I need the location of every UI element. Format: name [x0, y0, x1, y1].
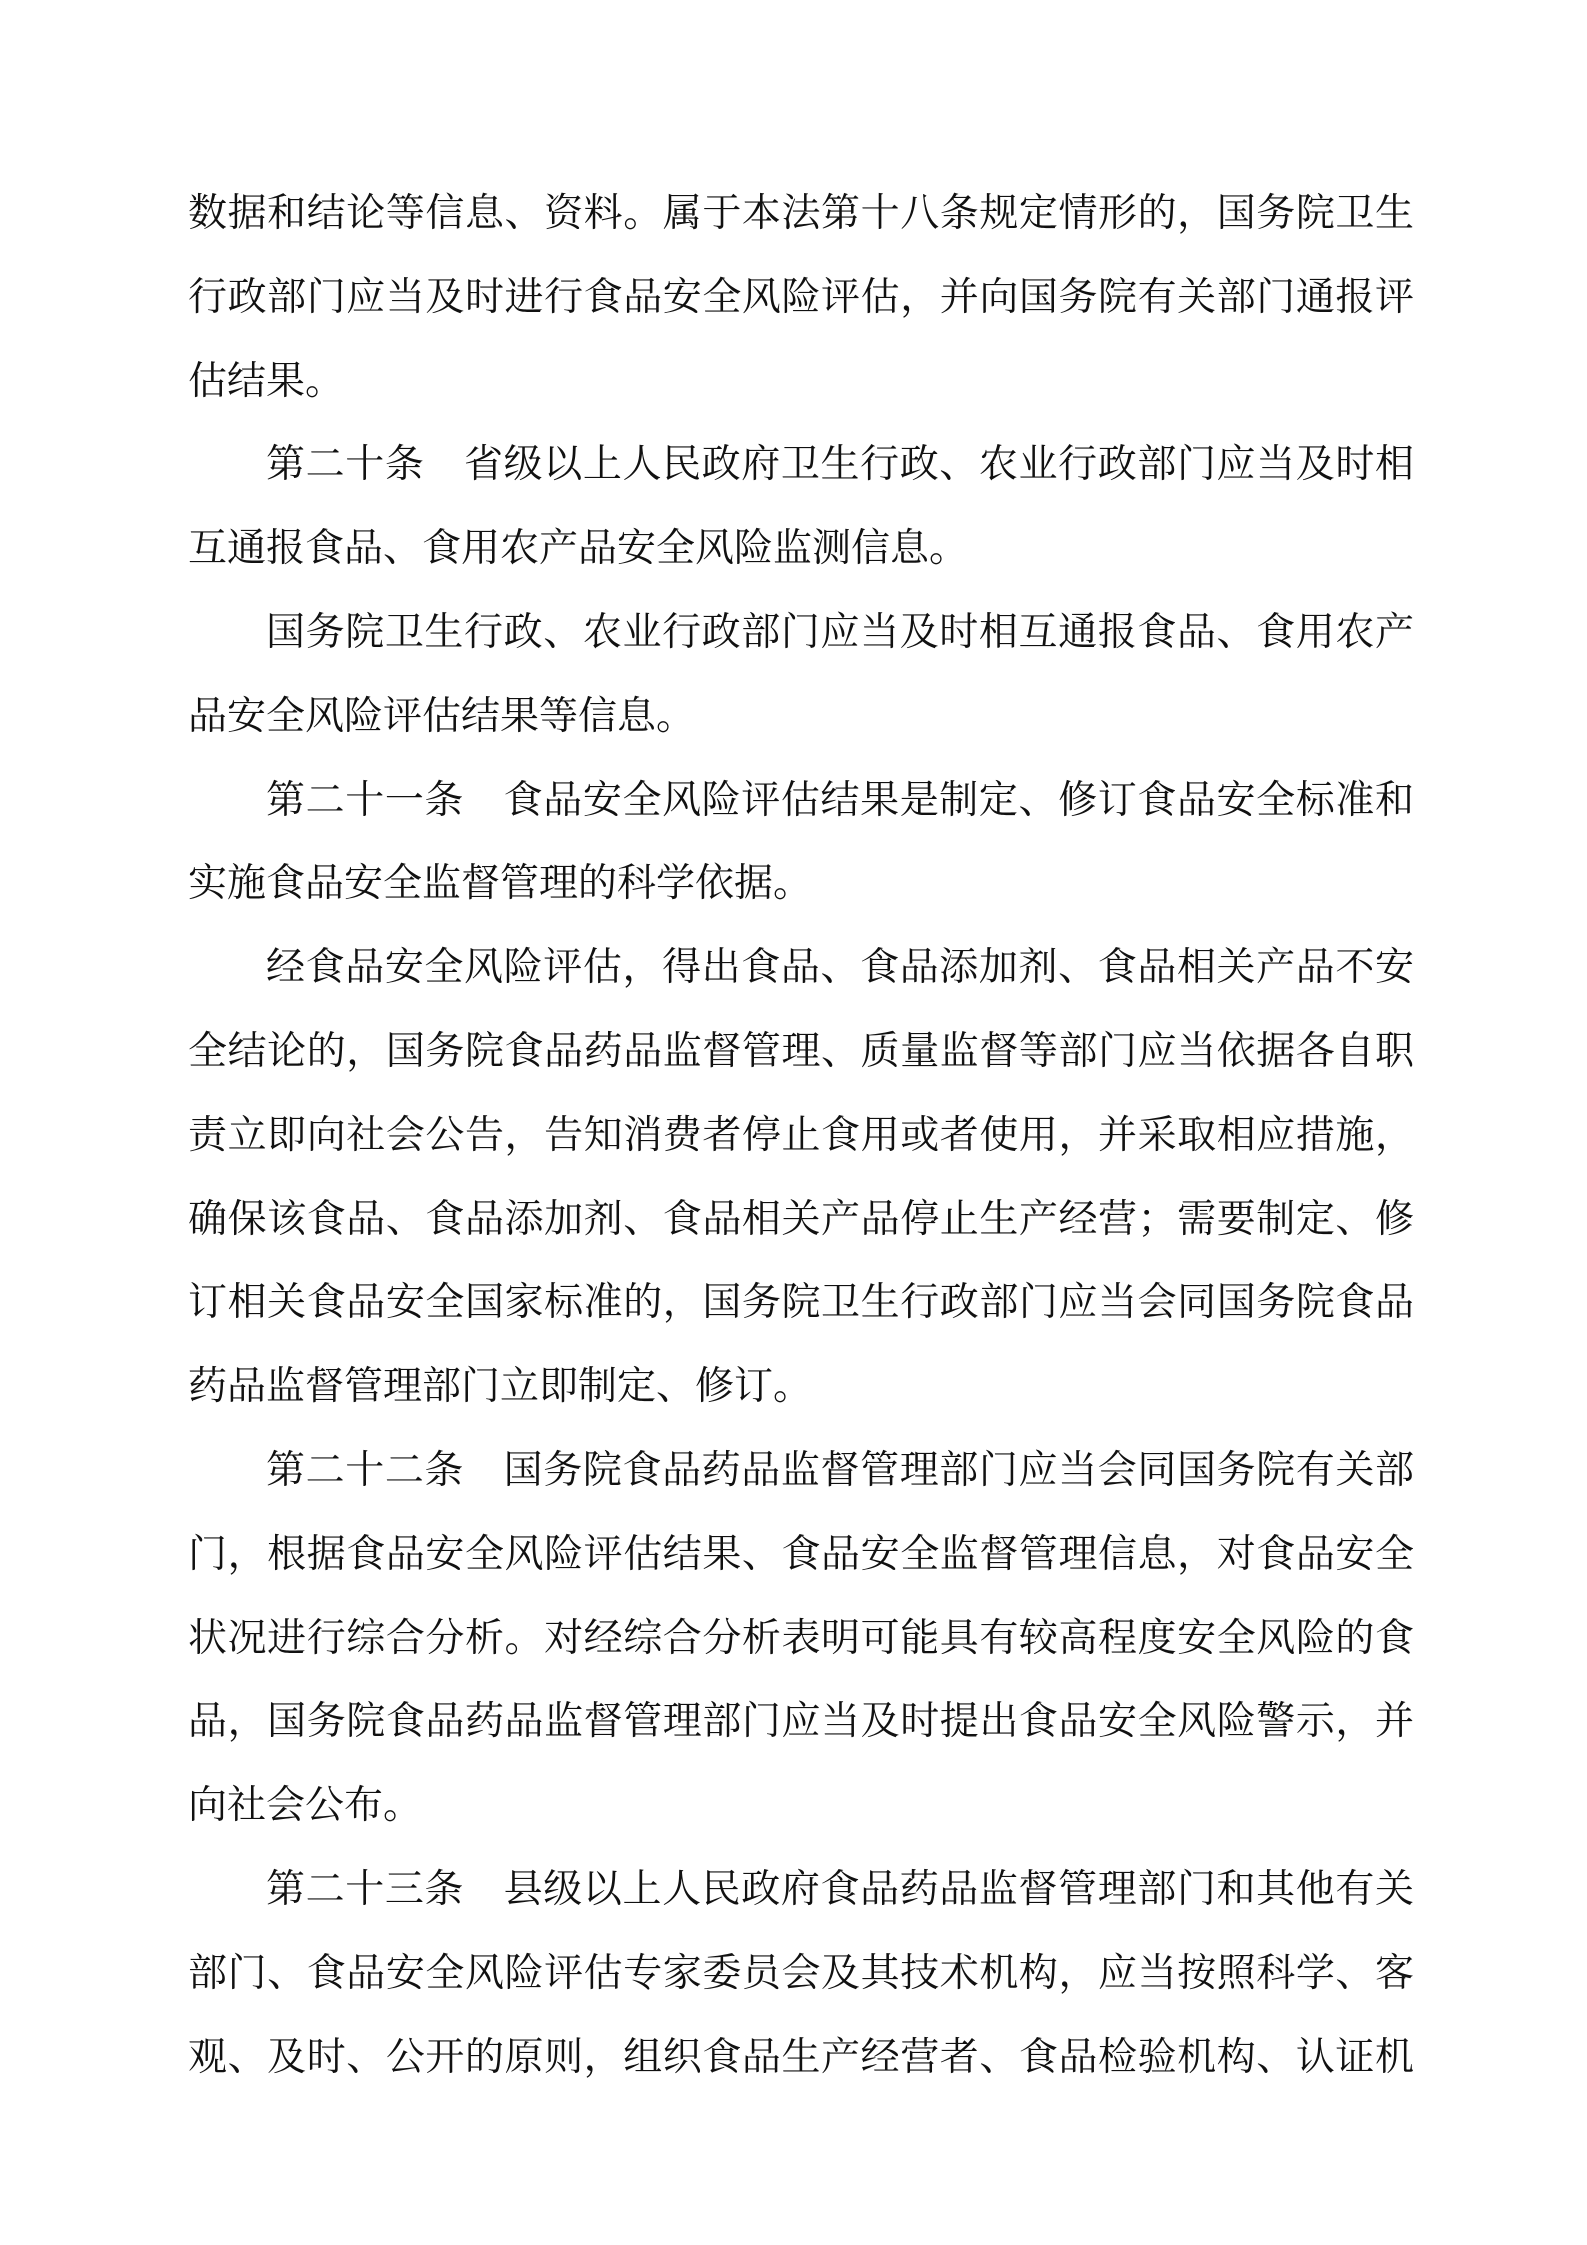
text-line: 第二十二条 国务院食品药品监督管理部门应当会同国务院有关部	[266, 1447, 1414, 1493]
text-line: 向社会公布。	[188, 1783, 423, 1829]
text-line: 行政部门应当及时进行食品安全风险评估，并向国务院有关部门通报评	[188, 274, 1414, 320]
text-line: 品，国务院食品药品监督管理部门应当及时提出食品安全风险警示，并	[188, 1699, 1414, 1745]
text-line: 互通报食品、食用农产品安全风险监测信息。	[188, 526, 969, 572]
text-line: 第二十一条 食品安全风险评估结果是制定、修订食品安全标准和	[266, 777, 1414, 823]
text-line: 第二十三条 县级以上人民政府食品药品监督管理部门和其他有关	[266, 1866, 1414, 1912]
text-line: 经食品安全风险评估，得出食品、食品添加剂、食品相关产品不安	[266, 945, 1414, 991]
document-body	[188, 172, 1414, 2099]
text-line: 第二十条 省级以上人民政府卫生行政、农业行政部门应当及时相	[266, 442, 1414, 488]
text-line: 状况进行综合分析。对经综合分析表明可能具有较高程度安全风险的食	[188, 1615, 1414, 1661]
text-line: 订相关食品安全国家标准的，国务院卫生行政部门应当会同国务院食品	[188, 1280, 1414, 1326]
paragraph-article-20	[188, 423, 1414, 591]
text-line: 门，根据食品安全风险评估结果、食品安全监督管理信息，对食品安全	[188, 1531, 1414, 1577]
paragraph-article-22	[188, 1429, 1414, 1848]
text-line: 实施食品安全监督管理的科学依据。	[188, 861, 813, 907]
text-line: 数据和结论等信息、资料。属于本法第十八条规定情形的，国务院卫生	[188, 191, 1414, 236]
text-line: 品安全风险评估结果等信息。	[188, 693, 696, 739]
text-line: 国务院卫生行政、农业行政部门应当及时相互通报食品、食用农产	[266, 609, 1414, 655]
paragraph-article-20-clause-2	[188, 591, 1414, 759]
paragraph-continuation	[188, 172, 1414, 423]
paragraph-article-21-clause-2	[188, 926, 1414, 1429]
text-line: 估结果。	[188, 358, 345, 404]
paragraph-article-21	[188, 759, 1414, 927]
paragraph-article-23	[188, 1848, 1414, 2099]
text-line: 责立即向社会公告，告知消费者停止食用或者使用，并采取相应措施，	[188, 1112, 1414, 1158]
text-line: 观、及时、公开的原则，组织食品生产经营者、食品检验机构、认证机	[188, 2034, 1414, 2080]
text-line: 药品监督管理部门立即制定、修订。	[188, 1364, 813, 1410]
text-line: 全结论的，国务院食品药品监督管理、质量监督等部门应当依据各自职	[188, 1028, 1414, 1074]
text-line: 部门、食品安全风险评估专家委员会及其技术机构，应当按照科学、客	[188, 1950, 1414, 1996]
text-line: 确保该食品、食品添加剂、食品相关产品停止生产经营；需要制定、修	[188, 1196, 1414, 1242]
